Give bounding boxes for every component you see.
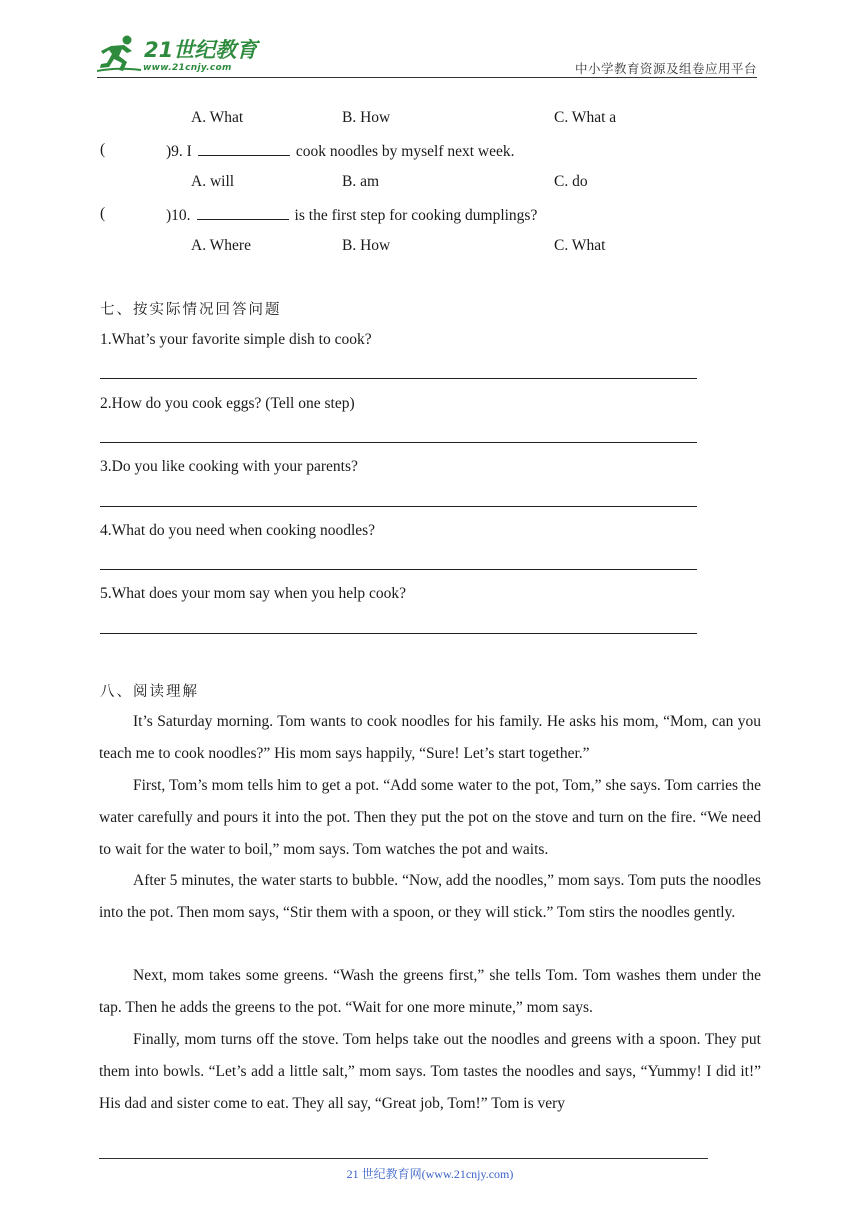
q10-option-c: C. What bbox=[554, 237, 606, 254]
answer-line-3[interactable] bbox=[100, 506, 697, 507]
q9-text: cook noodles by myself next week. bbox=[295, 143, 515, 160]
answer-question-2: 2.How do you cook eggs? (Tell one step) bbox=[100, 395, 355, 412]
q10-blank[interactable] bbox=[197, 205, 289, 220]
q9-option-c: C. do bbox=[554, 173, 588, 190]
runner-icon bbox=[97, 34, 143, 74]
reading-paragraph-2: First, Tom’s mom tells him to get a pot. “Add some water to the pot, Tom,” she says. Tom carries the water carefully and pours it into the pot. Then they put the pot on the stove and turn on the fire. “We need to wait for the water to boil,” mom says. Tom watches the pot and waits. bbox=[99, 777, 761, 858]
answer-question-5: 5.What does your mom say when you help cook? bbox=[100, 585, 407, 602]
q9-number: )9. I bbox=[166, 143, 192, 160]
answer-question-4: 4.What do you need when cooking noodles? bbox=[100, 522, 376, 539]
answer-question-3: 3.Do you like cooking with your parents? bbox=[100, 458, 358, 475]
reading-paragraph-1: It’s Saturday morning. Tom wants to cook noodles for his family. He asks his mom, “Mom, can you teach me to cook noodles?” His mom says happily, “Sure! Let’s start together.” bbox=[99, 713, 761, 762]
q9-question bbox=[166, 141, 515, 161]
header-platform-name: 中小学教育资源及组卷应用平台 bbox=[574, 61, 757, 76]
section-8-title: 八、阅读理解 bbox=[100, 684, 199, 700]
q10-paren-open: ( bbox=[100, 205, 106, 222]
site-logo bbox=[97, 34, 267, 78]
q9-option-a: A. will bbox=[191, 173, 235, 190]
q10-option-b: B. How bbox=[342, 237, 391, 254]
logo-url: www.21cnjy.com bbox=[143, 63, 232, 73]
q8-option-b: B. How bbox=[342, 109, 391, 126]
q9-paren-open: ( bbox=[100, 141, 106, 158]
answer-line-2[interactable] bbox=[100, 442, 697, 443]
page-footer[interactable]: 21 世纪教育网(www.21cnjy.com) bbox=[346, 1167, 514, 1181]
q10-question bbox=[166, 205, 537, 225]
page-header bbox=[97, 30, 757, 78]
q10-text: is the first step for cooking dumplings? bbox=[294, 207, 538, 224]
logo-wordmark: 21世纪教育 bbox=[144, 38, 258, 62]
answer-line-1[interactable] bbox=[100, 378, 697, 379]
header-divider bbox=[97, 77, 757, 78]
q8-option-c: C. What a bbox=[554, 109, 617, 126]
answer-line-4[interactable] bbox=[100, 569, 697, 570]
reading-paragraph-3: After 5 minutes, the water starts to bubble. “Now, add the noodles,” mom says. Tom puts the noodles into the pot. Then mom says, “Stir them with a spoon, or they will stick.” Tom stirs the noodles gently. bbox=[99, 872, 761, 921]
footer-divider bbox=[99, 1158, 708, 1159]
reading-paragraph-4: Next, mom takes some greens. “Wash the greens first,” she tells Tom. Tom washes them under the tap. Then he adds the greens to the pot. “Wait for one more minute,” mom says. bbox=[99, 967, 761, 1016]
q10-option-a: A. Where bbox=[191, 237, 251, 254]
q9-blank[interactable] bbox=[198, 141, 290, 156]
answer-question-1: 1.What’s your favorite simple dish to cook? bbox=[100, 331, 372, 348]
q9-option-b: B. am bbox=[342, 173, 380, 190]
q8-option-a: A. What bbox=[191, 109, 244, 126]
reading-paragraph-5: Finally, mom turns off the stove. Tom helps take out the noodles and greens with a spoon. They put them into bowls. “Let’s add a little salt,” mom says. Tom tastes the noodles and says, “Yummy! I did it!” His dad and sister come to eat. They all say, “Great job, Tom!” Tom is very bbox=[99, 1031, 761, 1112]
answer-line-5[interactable] bbox=[100, 633, 697, 634]
section-7-title: 七、按实际情况回答问题 bbox=[100, 302, 282, 318]
q10-number: )10. bbox=[166, 207, 191, 224]
